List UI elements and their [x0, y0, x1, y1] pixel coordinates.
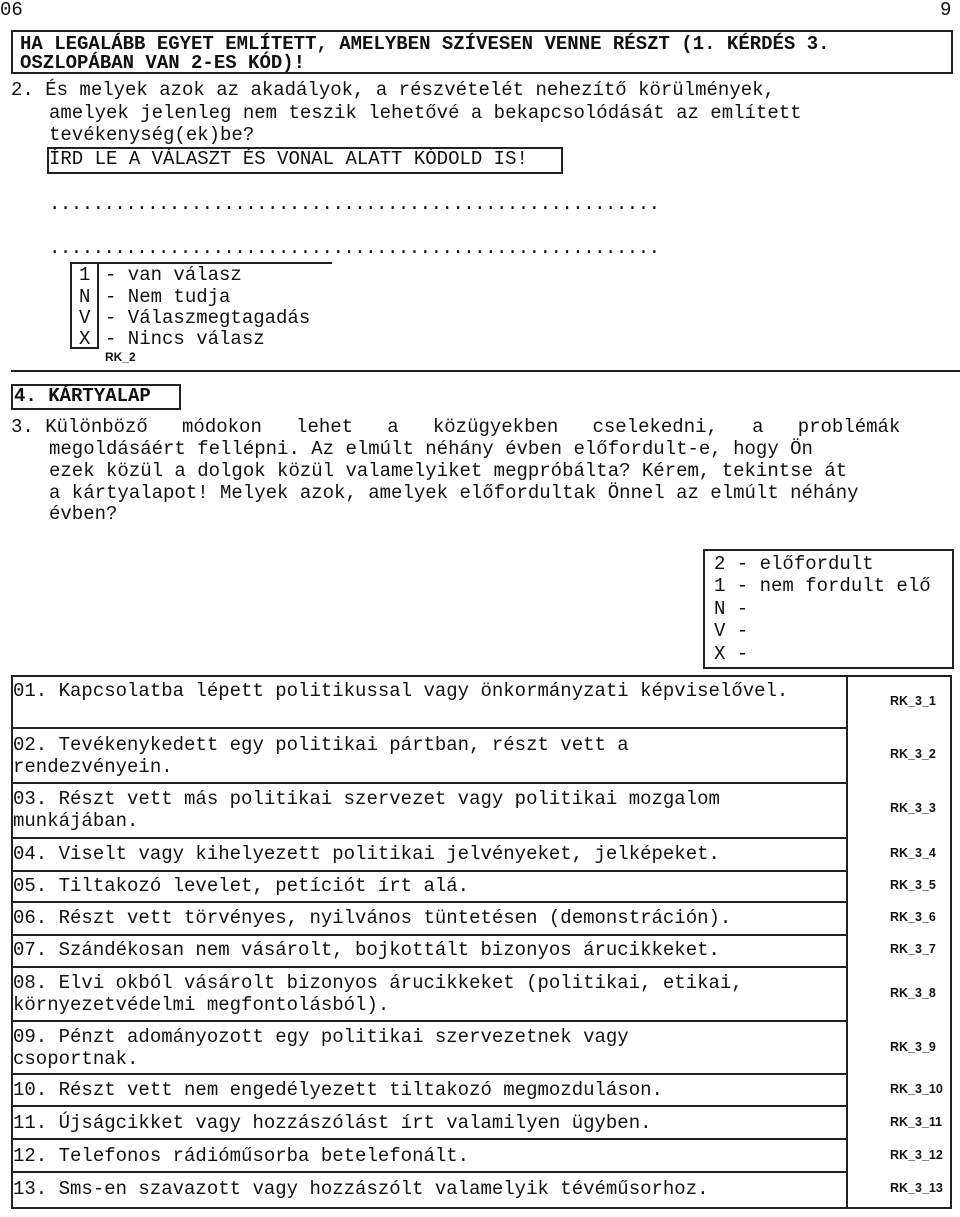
- activity-row-02: 02. Tevékenykedett egy politikai pártban, részt vett a rendezvényein.: [13, 734, 629, 778]
- q2-variable-code: RK_2: [105, 350, 136, 364]
- code-v-label: - Válaszmegtagadás: [105, 307, 311, 329]
- q3-text-line4: a kártyalapot! Melyek azok, amelyek előfordultak Önnel az elmúlt néhány: [49, 482, 859, 504]
- legend-2: 2 - előfordult: [714, 553, 874, 575]
- filter-instruction-line2: OSZLOPÁBAN VAN 2-ES KÓD)!: [20, 52, 306, 74]
- page-number-right: 9: [940, 0, 952, 21]
- answer-line-2[interactable]: ........................................................: [49, 237, 660, 259]
- var-rk-3-13: RK_3_13: [890, 1181, 943, 1195]
- code-n: N: [79, 286, 91, 308]
- var-rk-3-10: RK_3_10: [890, 1082, 943, 1096]
- activity-row-08: 08. Elvi okból vásárolt bizonyos árucikkeket (politikai, etikai, környezetvédelmi megfontolásból).: [13, 972, 743, 1016]
- q3-text-line1: 3. Különböző módokon lehet a közügyekben cselekedni, a problémák: [11, 416, 901, 438]
- activity-row-09: 09. Pénzt adományozott egy politikai szervezetnek vagy csoportnak.: [13, 1026, 629, 1070]
- activity-row-10: 10. Részt vett nem engedélyezett tiltakozó megmozduláson.: [13, 1079, 663, 1101]
- activity-row-04: 04. Viselt vagy kihelyezett politikai jelvényeket, jelképeket.: [13, 843, 720, 865]
- activity-row-06: 06. Részt vett törvényes, nyilvános tüntetésen (demonstráción).: [13, 907, 732, 929]
- var-rk-3-2: RK_3_2: [890, 747, 936, 761]
- activity-row-12: 12. Telefonos rádióműsorba betelefonált.: [13, 1145, 470, 1167]
- code-x: X: [79, 328, 91, 350]
- activity-row-05: 05. Tiltakozó levelet, petíciót írt alá.: [13, 875, 470, 897]
- q2-instruction: ÍRD LE A VÁLASZT ÉS VONAL ALATT KÓDOLD IS!: [49, 148, 528, 170]
- var-rk-3-9: RK_3_9: [890, 1040, 936, 1054]
- activity-row-01: 01. Kapcsolatba lépett politikussal vagy önkormányzati képviselővel.: [13, 680, 789, 702]
- answer-line-1[interactable]: ........................................................: [49, 193, 660, 215]
- activity-row-03: 03. Részt vett más politikai szervezet vagy politikai mozgalom munkájában.: [13, 788, 720, 832]
- var-rk-3-1: RK_3_1: [890, 694, 936, 708]
- code-1-label: - van válasz: [105, 264, 242, 286]
- page-number-left: 06: [0, 0, 23, 21]
- activity-row-11: 11. Újságcikket vagy hozzászólást írt valamilyen ügyben.: [13, 1112, 652, 1134]
- q3-text-line5: évben?: [49, 503, 118, 525]
- code-n-label: - Nem tudja: [105, 286, 231, 308]
- activity-row-13: 13. Sms-en szavazott vagy hozzászólt valamelyik tévéműsorhoz.: [13, 1178, 709, 1200]
- legend-v: V -: [714, 620, 749, 642]
- var-rk-3-3: RK_3_3: [890, 801, 936, 815]
- code-1: 1: [79, 264, 91, 286]
- activity-row-07: 07. Szándékosan nem vásárolt, bojkottált bizonyos árucikkeket.: [13, 939, 720, 961]
- var-rk-3-6: RK_3_6: [890, 910, 936, 924]
- q2-text-line2: amelyek jelenleg nem teszik lehetővé a bekapcsolódását az említett: [49, 102, 802, 124]
- legend-x: X -: [714, 643, 749, 665]
- var-rk-3-7: RK_3_7: [890, 942, 936, 956]
- var-rk-3-5: RK_3_5: [890, 878, 936, 892]
- var-rk-3-12: RK_3_12: [890, 1148, 943, 1162]
- q3-text-line3: ezek közül a dolgok közül valamelyiket megpróbálta? Kérem, tekintse át: [49, 460, 848, 482]
- q2-text-line1: 2. És melyek azok az akadályok, a részvételét nehezítő körülmények,: [11, 79, 775, 101]
- card-label: 4. KÁRTYALAP: [14, 385, 151, 407]
- code-x-label: - Nincs válasz: [105, 328, 265, 350]
- var-rk-3-8: RK_3_8: [890, 986, 936, 1000]
- var-rk-3-4: RK_3_4: [890, 846, 936, 860]
- q3-text-line2: megoldásáért fellépni. Az elmúlt néhány évben előfordult-e, hogy Ön: [49, 438, 813, 460]
- legend-n: N -: [714, 598, 749, 620]
- code-v: V: [79, 307, 91, 329]
- legend-1: 1 - nem fordult elő: [714, 575, 931, 597]
- q2-text-line3: tevékenység(ek)be?: [49, 124, 255, 146]
- filter-instruction-line1: HA LEGALÁBB EGYET EMLÍTETT, AMELYBEN SZÍVESEN VENNE RÉSZT (1. KÉRDÉS 3.: [20, 33, 830, 55]
- var-rk-3-11: RK_3_11: [890, 1115, 943, 1129]
